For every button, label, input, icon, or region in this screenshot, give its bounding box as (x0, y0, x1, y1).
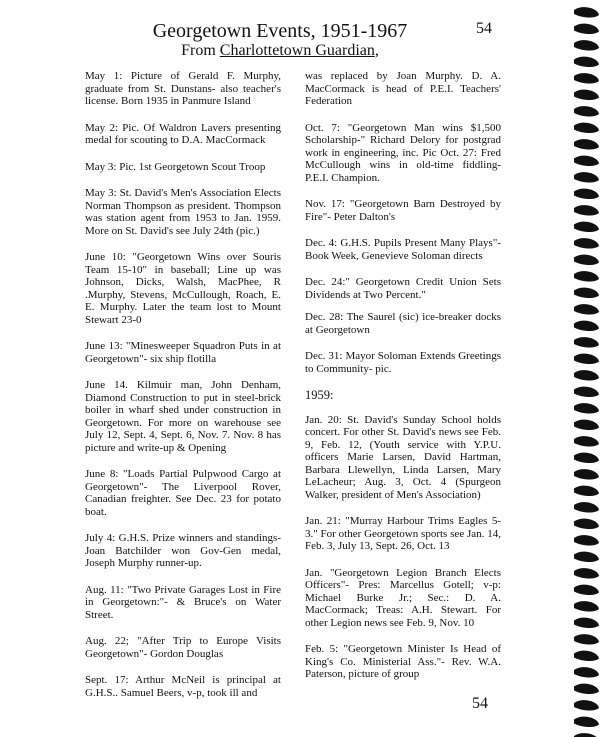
event-entry: Sept. 17: Arthur McNeil is principal at G.H.S.. Samuel Beers, v-p, took ill and (85, 674, 281, 699)
event-entry: June 14. Kilmuir man, John Denham, Diamond Construction to put in steel-brick boiler in wharf shed under construction in Georgetown. For more on warehouse see July 12, Sept. 4, Sept. 6, Nov. 7. Nov. 8 has picture and write-up & Opening (85, 379, 281, 454)
right-column (305, 70, 501, 695)
event-entry: May 3: Pic. 1st Georgetown Scout Troop (85, 160, 266, 173)
event-entry: May 3: St. David's Men's Association Elects Norman Thompson as president. Thompson was station agent from 1953 to Jan. 1959. More on St. David's see July 24th (pic.) (85, 187, 281, 237)
newspaper-name: Charlottetown Guardian (219, 42, 375, 59)
event-entry: was replaced by Joan Murphy. D. A. MacCormack is head of P.E.I. Teachers' Federation (305, 70, 501, 107)
event-entry: Dec. 31: Mayor Soloman Extends Greetings to Community- pic. (305, 350, 501, 375)
subtitle-suffix: , (374, 42, 379, 59)
page-subtitle (0, 42, 560, 60)
event-entry: Jan. "Georgetown Legion Branch Elects Officers"- Pres: Marcellus Gotell; v-p: Michael Burke Jr.; Sec.: D. A. MacCormack; Treas: A.H. Stewart. For other Legion news see Feb. 9, Nov. 10 (305, 566, 501, 629)
subtitle-prefix: From (181, 42, 220, 59)
year-heading: 1959: (305, 388, 334, 402)
event-entry: Oct. 7: "Georgetown Man wins $1,500 Scholarship-" Richard Delory for postgrad work in engineering, inc. Pic Oct. 27: Fred McCullough wins in old-time fiddling- P.E.I. Champion. (305, 121, 501, 184)
event-entry: July 4: G.H.S. Prize winners and standings- Joan Batchilder won Gov-Gen medal, Joseph Murphy runner-up. (85, 532, 281, 569)
event-entry: Feb. 5: "Georgetown Minister Is Head of King's Co. Ministerial Ass."- Rev. W.A. Paterson, picture of group (305, 643, 501, 680)
page-title: Georgetown Events, 1951-1967 (152, 20, 408, 42)
event-entry: Dec. 4: G.H.S. Pupils Present Many Plays"- Book Week, Genevieve Soloman directs (305, 237, 501, 262)
event-entry: Dec. 28: The Saurel (sic) ice-breaker docks at Georgetown (305, 311, 501, 336)
event-entry: Nov. 17: "Georgetown Barn Destroyed by Fire"- Peter Dalton's (305, 198, 501, 223)
event-entry: June 10: "Georgetown Wins over Souris Team 15-10" in baseball; Line up was Johnson, Dicks, Walsh, MacPhee, R .Murphy, Stevens, McCullough, Roach, E. E. Murphy. Later the team lost to Mount Stewart 23-0 (85, 251, 281, 326)
event-entry: Aug. 11: "Two Private Garages Lost in Fire in Georgetown:"- & Bruce's on Water Street. (85, 583, 281, 621)
spiral-binding (568, 0, 600, 737)
left-column (85, 70, 281, 713)
event-entry: Jan. 20: St. David's Sunday School holds concert. For other St. David's news see Feb. 9, Feb. 12, (Youth service with Y.P.U. officers Marie Larsen, David Hartman, Barbara Llewellyn, Linda Larsen, Mary LeLacheur; Aug. 3, Oct. 4 (Spurgeon Walker, president of Men's Association) (305, 413, 501, 501)
event-entry: June 8: "Loads Partial Pulpwood Cargo at Georgetown"- The Liverpool Rover, Canadian freighter. See Dec. 23 for potato boat. (85, 468, 281, 518)
event-entry: Dec. 24:" Georgetown Credit Union Sets Dividends at Two Percent." (305, 276, 501, 301)
event-entry: May 2: Pic. Of Waldron Lavers presenting medal for scouting to D.A. MacCormack (85, 121, 281, 146)
page-number-bottom: 54 (472, 695, 488, 712)
event-entry: June 13: "Minesweeper Squadron Puts in at Georgetown"- six ship flotilla (85, 340, 281, 365)
page-number-top: 54 (476, 20, 492, 37)
event-entry: May 1: Picture of Gerald F. Murphy, graduate from St. Dunstans- also teacher's license. Born 1935 in Panmure Island (85, 70, 281, 107)
event-entry: Aug. 22; "After Trip to Europe Visits Georgetown"- Gordon Douglas (85, 635, 281, 660)
event-entry: Jan. 21: "Murray Harbour Trims Eagles 5-3." For other Georgetown sports see Jan. 14, Feb. 3, July 13, Sept. 26, Oct. 13 (305, 515, 501, 552)
